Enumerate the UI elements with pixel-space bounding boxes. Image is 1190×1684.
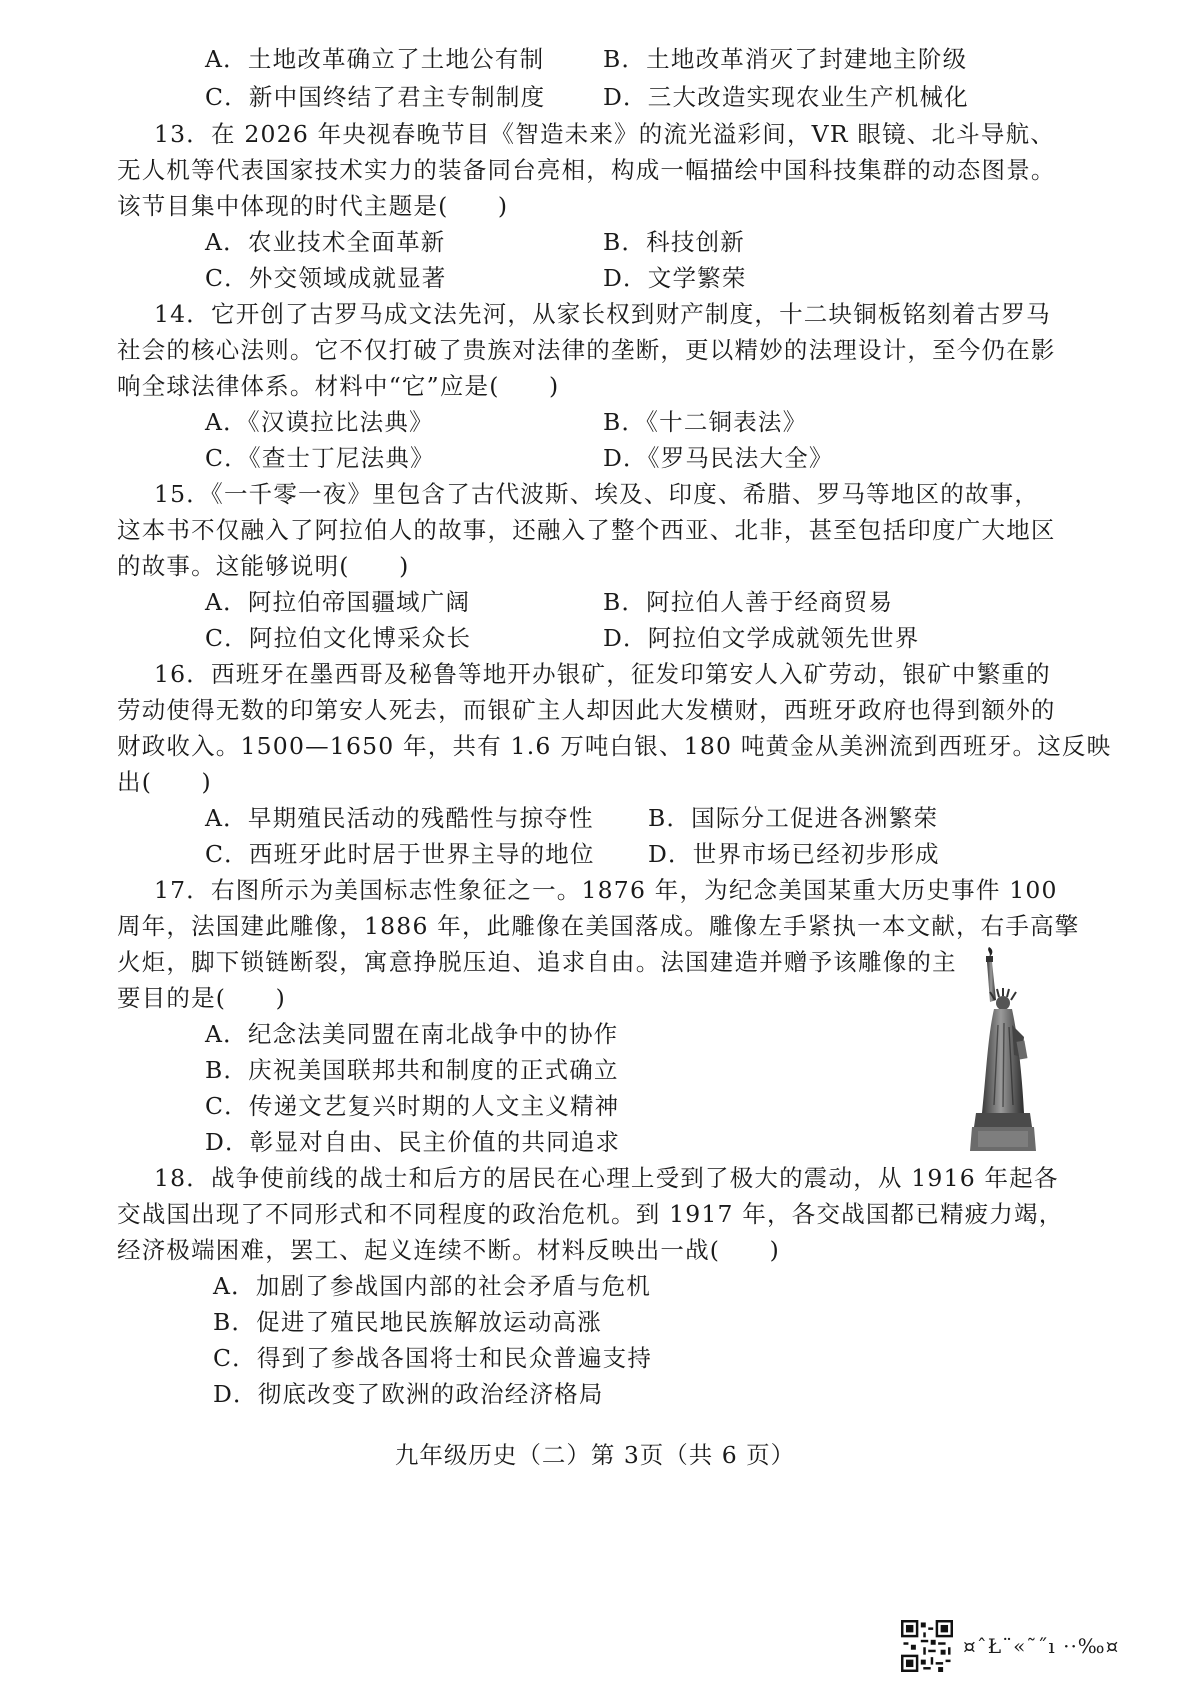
q15-option-d: D．阿拉伯文学成就领先世界: [603, 624, 920, 652]
q13-option-d: D．文学繁荣: [603, 264, 747, 292]
q15-option-b: B．阿拉伯人善于经商贸易: [603, 588, 894, 616]
q13-option-a: A．农业技术全面革新: [205, 228, 446, 256]
q18-option-a: A．加剧了参战国内部的社会矛盾与危机: [213, 1272, 652, 1300]
q14-option-a: A．《汉谟拉比法典》: [205, 408, 434, 436]
q18-stem-line1: 18．战争使前线的战士和后方的居民在心理上受到了极大的震动，从 1916 年起各: [154, 1164, 1059, 1192]
q12-option-c: C．新中国终结了君主专制制度: [205, 83, 546, 111]
q15-stem-line2: 这本书不仅融入了阿拉伯人的故事，还融入了整个西亚、北非，甚至包括印度广大地区: [117, 516, 1056, 544]
qr-code-image: [901, 1620, 953, 1672]
q15-stem-line1: 15．《一千零一夜》里包含了古代波斯、埃及、印度、希腊、罗马等地区的故事，: [154, 480, 1040, 508]
q13-stem-line1: 13．在 2026 年央视春晚节目《智造未来》的流光溢彩间，VR 眼镜、北斗导航、: [154, 120, 1055, 148]
statue-of-liberty-image: [968, 945, 1058, 1155]
q14-option-d: D．《罗马民法大全》: [603, 444, 834, 472]
q12-option-b: B．土地改革消灭了封建地主阶级: [603, 45, 968, 73]
q17-option-c: C．传递文艺复兴时期的人文主义精神: [205, 1092, 620, 1120]
q13-option-b: B．科技创新: [603, 228, 745, 256]
q14-option-c: C．《查士丁尼法典》: [205, 444, 435, 472]
q16-stem-line3: 财政收入。1500—1650 年，共有 1.6 万吨白银、180 吨黄金从美洲流到西班牙。这反映: [117, 732, 1112, 760]
q15-option-c: C．阿拉伯文化博采众长: [205, 624, 472, 652]
q16-stem-line2: 劳动使得无数的印第安人死去，而银矿主人却因此大发横财，西班牙政府也得到额外的: [117, 696, 1056, 724]
q16-option-b: B．国际分工促进各洲繁荣: [648, 804, 939, 832]
q12-option-d: D．三大改造实现农业生产机械化: [603, 83, 969, 111]
q16-option-a: A．早期殖民活动的残酷性与掠夺性: [205, 804, 594, 832]
q17-stem-line3: 火炬，脚下锁链断裂，寓意挣脱压迫、追求自由。法国建造并赠予该雕像的主: [117, 948, 957, 976]
q17-option-a: A．纪念法美同盟在南北战争中的协作: [205, 1020, 619, 1048]
q18-option-c: C．得到了参战各国将士和民众普遍支持: [213, 1344, 653, 1372]
q17-stem-line1: 17．右图所示为美国标志性象征之一。1876 年，为纪念美国某重大历史事件 100: [154, 876, 1058, 904]
q17-stem-line4: 要目的是( ): [117, 984, 286, 1012]
q18-option-b: B．促进了殖民地民族解放运动高涨: [213, 1308, 602, 1336]
q14-stem-line2: 社会的核心法则。它不仅打破了贵族对法律的垄断，更以精妙的法理设计，至今仍在影: [117, 336, 1056, 364]
q13-stem-line3: 该节目集中体现的时代主题是( ): [117, 192, 509, 220]
q12-option-a: A．土地改革确立了土地公有制: [205, 45, 545, 73]
q16-stem-line1: 16．西班牙在墨西哥及秘鲁等地开办银矿，征发印第安人入矿劳动，银矿中繁重的: [154, 660, 1051, 688]
q16-stem-line4: 出( ): [117, 768, 212, 796]
q14-stem-line1: 14．它开创了古罗马成文法先河，从家长权到财产制度，十二块铜板铭刻着古罗马: [154, 300, 1051, 328]
q13-option-c: C．外交领域成就显著: [205, 264, 447, 292]
q17-stem-line2: 周年，法国建此雕像，1886 年，此雕像在美国落成。雕像左手紧执一本文献，右手高擎: [117, 912, 1080, 940]
q16-option-d: D．世界市场已经初步形成: [648, 840, 940, 868]
q18-stem-line3: 经济极端困难，罢工、起义连续不断。材料反映出一战( ): [117, 1236, 780, 1264]
q17-option-d: D．彰显对自由、民主价值的共同追求: [205, 1128, 621, 1156]
q18-option-d: D．彻底改变了欧洲的政治经济格局: [213, 1380, 604, 1408]
q14-option-b: B．《十二铜表法》: [603, 408, 808, 436]
q13-stem-line2: 无人机等代表国家技术实力的装备同台亮相，构成一幅描绘中国科技集群的动态图景。: [117, 156, 1056, 184]
q18-stem-line2: 交战国出现了不同形式和不同程度的政治危机。到 1917 年，各交战国都已精疲力竭，: [117, 1200, 1064, 1228]
q15-option-a: A．阿拉伯帝国疆域广阔: [205, 588, 471, 616]
q14-stem-line3: 响全球法律体系。材料中“它”应是( ): [117, 372, 560, 400]
qr-caption: ¤ˆŁ¨«˜˝ı ··‰¤: [963, 1634, 1120, 1658]
q16-option-c: C．西班牙此时居于世界主导的地位: [205, 840, 595, 868]
page-footer: 九年级历史（二）第 3页（共 6 页）: [394, 1441, 796, 1469]
q17-option-b: B．庆祝美国联邦共和制度的正式确立: [205, 1056, 619, 1084]
q15-stem-line3: 的故事。这能够说明( ): [117, 552, 410, 580]
